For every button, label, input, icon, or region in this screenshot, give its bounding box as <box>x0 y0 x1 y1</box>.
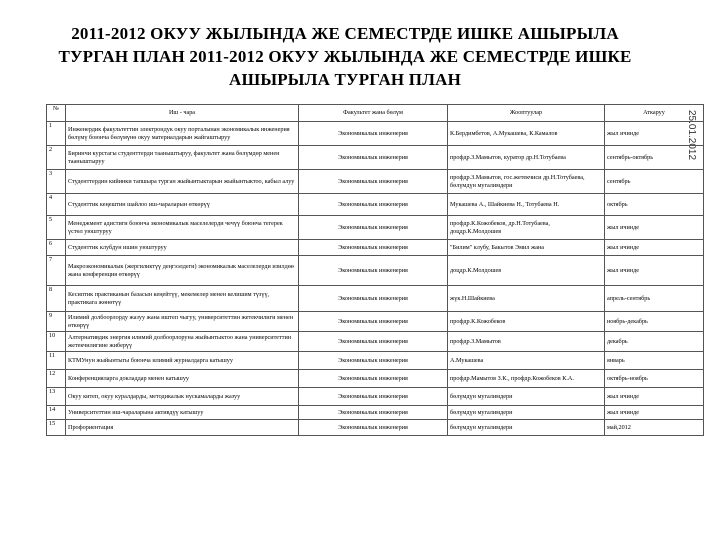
row-execution: декабрь <box>605 332 704 352</box>
row-responsible: К.Бердимбетов, А.Мукашева, К.Камалов <box>448 122 605 146</box>
row-responsible: профдр.К.Кожобеков, др.Н.Тотубаева, доцдр.К.Молдошев <box>448 216 605 240</box>
row-responsible: профдр.Мамытов З.К., профдр.Кожобеков К.А. <box>448 370 605 388</box>
row-execution: сентябрь-октябрь <box>605 146 704 170</box>
table-row <box>47 256 704 286</box>
row-faculty: Экономикалык инженерия <box>299 420 448 436</box>
row-execution: октябрь <box>605 194 704 216</box>
row-number: 12 <box>47 370 66 388</box>
header-responsible: Жооптуулар <box>448 105 605 122</box>
row-responsible: профдр.З.Мамытов, куратор др.Н.Тотубаева <box>448 146 605 170</box>
row-number: 7 <box>47 256 66 286</box>
row-faculty: Экономикалык инженерия <box>299 312 448 332</box>
table-row <box>47 332 704 352</box>
row-faculty: Экономикалык инженерия <box>299 194 448 216</box>
row-execution: сентябрь <box>605 170 704 194</box>
row-number: 2 <box>47 146 66 170</box>
row-number: 4 <box>47 194 66 216</box>
row-faculty: Экономикалык инженерия <box>299 388 448 406</box>
table-row <box>47 170 704 194</box>
row-number: 11 <box>47 352 66 370</box>
row-responsible: А.Мукашева <box>448 352 605 370</box>
row-number: 8 <box>47 286 66 312</box>
row-faculty: Экономикалык инженерия <box>299 170 448 194</box>
row-execution: октябрь-ноябрь <box>605 370 704 388</box>
row-responsible: профдр.З.Мамытов <box>448 332 605 352</box>
row-task: Кесиптик практиканын базасын кеңейтүү, мекемелер менен келишим түзүү, практикага жөнөтүү <box>66 286 299 312</box>
table-row <box>47 312 704 332</box>
row-responsible: жүк.Н.Шайкиева <box>448 286 605 312</box>
row-task: Студенттик клубдун ишин уюштуруу <box>66 240 299 256</box>
row-execution: май,2012 <box>605 420 704 436</box>
header-faculty: Факультет жана бөлүм <box>299 105 448 122</box>
row-number: 13 <box>47 388 66 406</box>
row-faculty: Экономикалык инженерия <box>299 286 448 312</box>
row-number: 6 <box>47 240 66 256</box>
row-task: Окуу китеп, окуу куралдарды, методикалык нускамаларды жазуу <box>66 388 299 406</box>
row-faculty: Экономикалык инженерия <box>299 406 448 420</box>
row-execution: жыл ичинде <box>605 406 704 420</box>
table-row <box>47 352 704 370</box>
table-row <box>47 420 704 436</box>
header-task: Иш - чара <box>66 105 299 122</box>
row-responsible: бөлүмдүн мугалимдери <box>448 388 605 406</box>
row-faculty: Экономикалык инженерия <box>299 256 448 286</box>
row-task: Студенттердин кийинки тапшыра турган жыйынтыктарын жыйынтыктоо, кабыл алуу <box>66 170 299 194</box>
plan-table <box>46 104 704 436</box>
row-number: 9 <box>47 312 66 332</box>
table-row <box>47 146 704 170</box>
row-faculty: Экономикалык инженерия <box>299 216 448 240</box>
row-task: Макроэкономикалык (жергиликтүү деңгээлдеги) экономикалык маселелерди изилдөө жана конференция өткөрүү <box>66 256 299 286</box>
row-execution: жыл ичинде <box>605 256 704 286</box>
table-header-row <box>47 105 704 122</box>
row-responsible: профдр.К.Кожобеков <box>448 312 605 332</box>
row-task: Менеджмент адистиги боюнча экономикалык маселелерди чечүү боюнча тегерек үстөл уюштуруу <box>66 216 299 240</box>
row-number: 3 <box>47 170 66 194</box>
row-task: Алтернативдик энергия илимий долбоорлоруна жыйынтыктоо жана университеттин жетекчилигине жиберүү <box>66 332 299 352</box>
side-date: 25.01.2012 <box>686 110 697 161</box>
table-row <box>47 388 704 406</box>
row-responsible: бөлүмдүн мугалимдери <box>448 420 605 436</box>
table-row <box>47 216 704 240</box>
header-execution: Аткаруу <box>605 105 704 122</box>
row-faculty: Экономикалык инженерия <box>299 352 448 370</box>
row-responsible: "Билим" клубу, Бакытов Эмил жана <box>448 240 605 256</box>
row-faculty: Экономикалык инженерия <box>299 146 448 170</box>
table-row <box>47 286 704 312</box>
row-execution: жыл ичинде <box>605 240 704 256</box>
row-execution: апрель-сентябрь <box>605 286 704 312</box>
row-faculty: Экономикалык инженерия <box>299 370 448 388</box>
row-task: Илимий долбоорлорду жазуу жана иштеп чыгуу, университеттин жетекчилиги менен өткөрүү <box>66 312 299 332</box>
row-responsible: Мукашева А., Шайкиева Н., Тотубаева Н. <box>448 194 605 216</box>
table-row <box>47 122 704 146</box>
table-row <box>47 406 704 420</box>
row-execution: жыл ичинде <box>605 388 704 406</box>
row-task: Инженердик факультеттин электрондук окуу порталынан экономикалык инженерия бөлүмү боюнча бөлүмүнө окуу материалдарын жайгаштыруу <box>66 122 299 146</box>
row-task: Университеттин иш-чараларына активдүү катышуу <box>66 406 299 420</box>
row-responsible: профдр.З.Мамытов, гос.жетекчиси др.Н.Тотубаева, бөлүмдүн мугалимдери <box>448 170 605 194</box>
row-number: 5 <box>47 216 66 240</box>
table-row <box>47 194 704 216</box>
table-row <box>47 240 704 256</box>
row-number: 14 <box>47 406 66 420</box>
page-title: 2011-2012 ОКУУ ЖЫЛЫНДА ЖЕ СЕМЕСТРДЕ ИШКЕ АШЫРЫЛА ТУРГАН ПЛАН 2011-2012 ОКУУ ЖЫЛЫНДА ЖЕ СЕМЕСТРДЕ ИШКЕ АШЫРЫЛА ТУРГАН ПЛАН <box>58 24 632 89</box>
row-responsible: доцдр.К.Молдошев <box>448 256 605 286</box>
row-task: КТМУнун жыйынтыгы боюнча илимий журналдарга катышуу <box>66 352 299 370</box>
table-body <box>47 122 704 436</box>
row-task: Студенттик кеңештин шайлоо иш-чараларын өткөрүү <box>66 194 299 216</box>
row-number: 15 <box>47 420 66 436</box>
row-task: Конференцияларга докладдар менен катышуу <box>66 370 299 388</box>
row-responsible: бөлүмдүн мугалимдери <box>448 406 605 420</box>
row-faculty: Экономикалык инженерия <box>299 332 448 352</box>
row-task: Профориентация <box>66 420 299 436</box>
row-execution: жыл ичинде <box>605 216 704 240</box>
table-row <box>47 370 704 388</box>
row-execution: ноябрь-декабрь <box>605 312 704 332</box>
row-execution: жыл ичинде <box>605 122 704 146</box>
row-task: Биринчи курстагы студенттерди тааныштыруу, факультет жана бөлүмдөр менен тааныштыруу <box>66 146 299 170</box>
row-number: 10 <box>47 332 66 352</box>
row-faculty: Экономикалык инженерия <box>299 122 448 146</box>
header-number: № <box>47 105 66 122</box>
row-number: 1 <box>47 122 66 146</box>
row-execution: январь <box>605 352 704 370</box>
row-faculty: Экономикалык инженерия <box>299 240 448 256</box>
